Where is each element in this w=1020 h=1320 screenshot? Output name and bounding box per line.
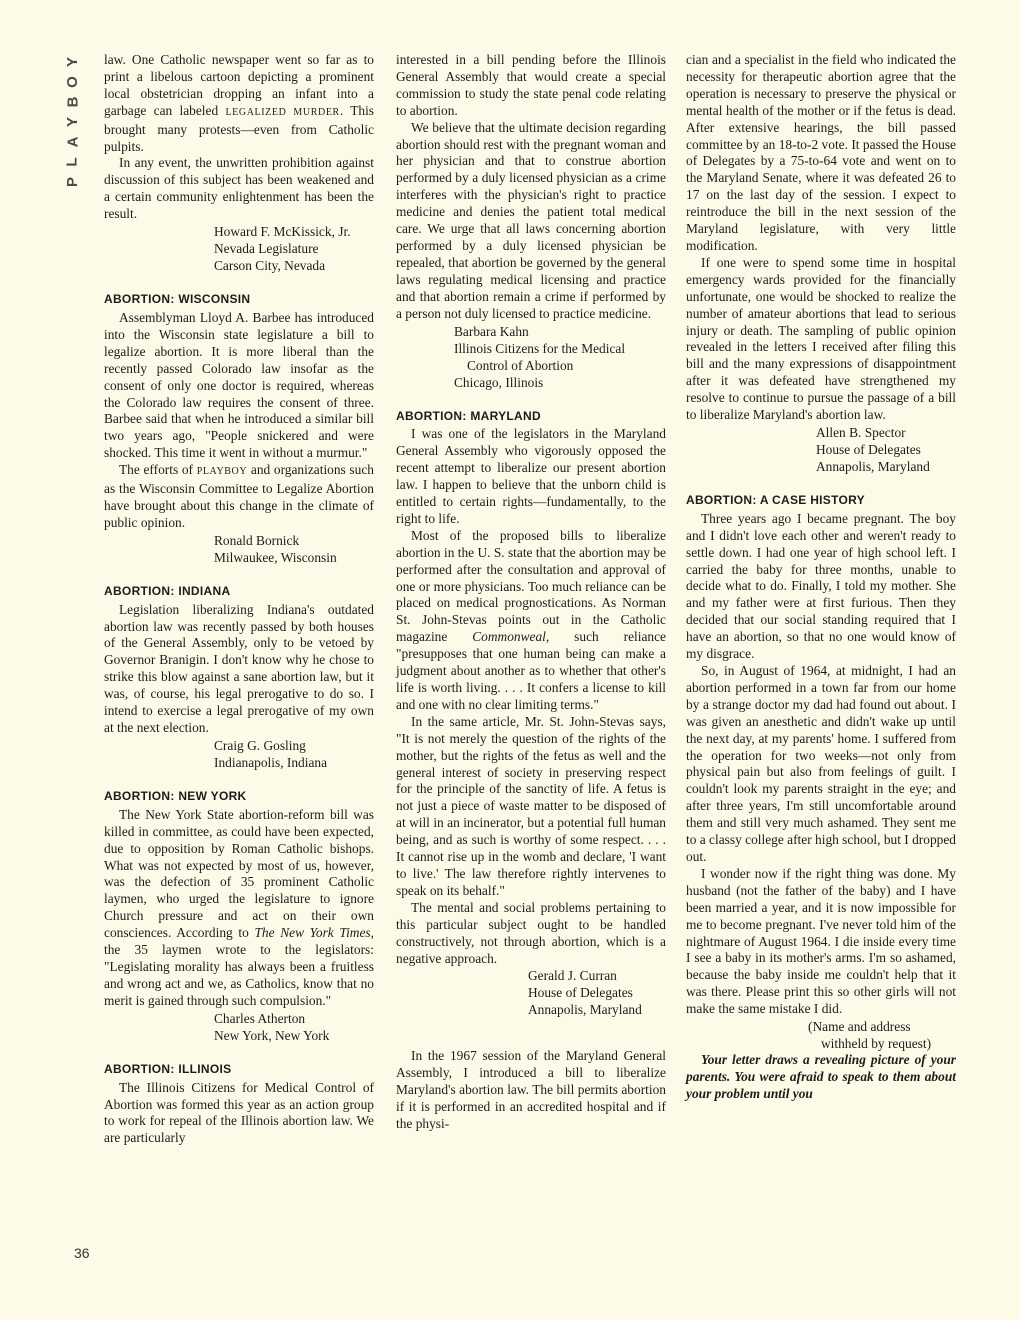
editor-reply: Your letter draws a revealing picture of your parents. You were afraid to speak to them about your problem until you <box>686 1052 956 1101</box>
section-heading: ABORTION: ILLINOIS <box>104 1061 232 1076</box>
signature: Howard F. McKissick, Jr. Nevada Legislature Carson City, Nevada <box>214 224 351 274</box>
section-heading: ABORTION: MARYLAND <box>396 408 541 423</box>
paragraph: The Illinois Citizens for Medical Control of Abortion was formed this year as an action group to work for repeal of the Illinois abortion law. We are particularly <box>104 1079 374 1146</box>
paragraph: The New York State abortion-reform bill was killed in committee, as could have been expected, due to opposition by Roman Catholic bishops. What was not expected by most of us, however, was the defection of 35 prominent Catholic laymen, who urged the legislature to ignore Church pressure and act on their own consciences. According to The New York Times, the 35 laymen wrote to the legislators: "Legislating morality has always been a fruitless and wrong act and we, as Catholics, know that no merit is gained through such compulsion." <box>104 806 374 1008</box>
section-heading: ABORTION: INDIANA <box>104 583 231 598</box>
paragraph: I was one of the legislators in the Maryland General Assembly who vigorously opposed the recent attempt to liberalize our present abortion law. I happen to believe that the unborn child is entitled to certain rights—fundamentally, to the right to life. <box>396 426 666 526</box>
page-number: 36 <box>74 1245 90 1261</box>
paragraph: So, in August of 1964, at midnight, I had an abortion performed in a town far from our home by a strange doctor my dad had found out about. I was given an anesthetic and didn't wake up until the next day, at my parents' home. I suffered from the operation for two weeks—not only from physical pain but also from feelings of guilt. I couldn't look my parents straight in the eye; and after three years, I'm still uncomfortable around them and still very much ashamed. They sent me to a classy college after high school, but I dropped out. <box>686 663 956 864</box>
paragraph: If one were to spend some time in hospital emergency wards provided for the financially unfortunate, one would be shocked to realize the number of amateur abortions that lead to serious injury or death. The sampling of public opinion revealed in the letters I received after filing this bill and the many expressions of disappointment after it was defeated have strengthened my resolve to continue to pursue the passage of a bill to liberalize Maryland's abortion law. <box>686 254 956 423</box>
magazine-letter: L <box>63 157 81 167</box>
signature: Gerald J. Curran House of Delegates Annapolis, Maryland <box>528 968 642 1018</box>
paragraph: law. One Catholic newspaper went so far as to print a libelous cartoon depicting a prominent local obstetrician dropping an infant into a garbage can labeled LEGALIZED MURDER. This brought many protests—even from Catholic pulpits. <box>104 52 375 154</box>
paragraph: interested in a bill pending before the Illinois General Assembly that would create a special commission to study the state penal code relating to abortion. <box>396 52 666 118</box>
magazine-name-vertical <box>62 52 84 192</box>
signature: Charles Atherton New York, New York <box>214 1010 330 1043</box>
paragraph: I wonder now if the right thing was done. My husband (not the father of the baby) and I have been married a year, and it is now impossible for me to become pregnant. I've never told him of the nightmare of August 1964. I die inside every time I see a baby in its mother's arms. I'm so ashamed, because the baby inside me couldn't help that it was there. Please print this so other girls will not make the same mistake I did. <box>686 865 956 1017</box>
paragraph: Legislation liberalizing Indiana's outdated abortion law was recently passed by both houses of the General Assembly, only to be vetoed by Governor Branigin. I don't know why he chose to strike this blow against a sane abortion law, but it was, of course, his legal prerogative to do so. I intend to exercise a legal prerogative of my own at the next election. <box>104 601 374 735</box>
signature: Barbara Kahn Illinois Citizens for the Medical Control of Abortion Chicago, Illinois <box>454 323 626 390</box>
section-heading: ABORTION: A CASE HISTORY <box>686 492 865 507</box>
magazine-letter: Y <box>63 56 81 68</box>
paragraph: Three years ago I became pregnant. The boy and I didn't love each other and weren't ready to settle down. I had one year of high school left. I carried the baby for three months, unable to decide what to do. Finally, I told my mother. She and my father were at first furious. Then they decided that our social standing required that I have an abortion, so that no one would know of my disgrace. <box>686 510 956 662</box>
section-heading: ABORTION: WISCONSIN <box>104 292 251 307</box>
paragraph: The mental and social problems pertaining to this particular subject ought to be handled constructively, not through abortion, which is a negative approach. <box>396 899 666 966</box>
signature: Allen B. Spector House of Delegates Annapolis, Maryland <box>816 424 930 474</box>
magazine-letter: Y <box>63 116 81 128</box>
paragraph: Most of the proposed bills to liberalize abortion in the U. S. state that the abortion may be performed after the consultation and approval of one or more physicians. Too much reliance can be placed on medical prognostications. As Norman St. John-Stevas points out in the Catholic magazine Commonweal, such reliance "presupposes that one human being can make a judgment about another as to whether that other's life is worth living. . . . It confers a license to kill and one with no clear limiting terms." <box>396 527 666 712</box>
paragraph: In the 1967 session of the Maryland General Assembly, I introduced a bill to liberalize Maryland's abortion law. The bill permits abortion if it is performed in an accredited hospital and if the physi- <box>396 1048 666 1132</box>
paragraph: In the same article, Mr. St. John-Stevas says, "It is not merely the question of the rights of the mother, but the rights of the fetus as well and the general interest of society in preserving respect for the principle of the sanctity of life. A fetus is not just a piece of waste matter to be disposed of at will in an incinerator, but a potential full human being, and as such is worthy of some respect. . . . It cannot rise up in the womb and declare, 'I want to live.' The law therefore rightly intervenes to speak on its behalf." <box>396 713 666 898</box>
signature: Ronald Bornick Milwaukee, Wisconsin <box>214 532 337 565</box>
section-heading: ABORTION: NEW YORK <box>104 788 247 803</box>
column-3 <box>686 52 956 1103</box>
paragraph: We believe that the ultimate decision regarding abortion should rest with the pregnant woman and her physician and that to construe abortion performed by a duly licensed physician as a crime interferes with the physician's right to practice medicine and denies the patient total medical care. We urge that all laws concerning abortion performed by a duly licensed physician be repealed, that abortion be governed by the general laws regulating medical licensing and practice and that abortion remain a crime if performed by a person not duly licensed to practice medicine. <box>396 119 666 321</box>
magazine-letter: B <box>64 96 81 108</box>
paragraph: Assemblyman Lloyd A. Barbee has introduced into the Wisconsin state legislature a bill to legalize abortion. It is more liberal than the recently passed Colorado law insofar as the consent of only one doctor is required, whereas the Colorado law requires the consent of three. Barbee said that when he introduced a similar bill two years ago, "People snickered and were shocked. This time it went in without a murmur." <box>104 309 374 461</box>
magazine-letter: P <box>63 176 81 188</box>
paragraph: The efforts of PLAYBOY and organizations such as the Wisconsin Committee to Legalize Abortion have brought about this change in the climate of public opinion. <box>104 462 374 530</box>
magazine-letter: A <box>64 136 81 148</box>
signature: Craig G. Gosling Indianapolis, Indiana <box>214 737 328 770</box>
paragraph: In any event, the unwritten prohibition against discussion of this subject has been weakened and a certain community enlightenment has been the result. <box>104 155 374 222</box>
column-2 <box>396 52 666 1133</box>
paragraph: cian and a specialist in the field who indicated the necessity for therapeutic abortion agree that the operation is necessary to preserve the physical or mental health of the mother or if the fetus is dead. After extensive hearings, the bill passed committee by an 18-to-2 vote. It passed the House of Delegates by a 75-to-64 vote and went on to the Maryland Senate, where it was defeated 26 to 17 on the last day of the session. I expect to reintroduce the bill in the next session of the Maryland legislature, with very little modification. <box>686 52 956 253</box>
column-1 <box>104 52 374 1147</box>
signature: (Name and address withheld by request) <box>808 1019 932 1052</box>
magazine-letter: O <box>63 76 81 88</box>
